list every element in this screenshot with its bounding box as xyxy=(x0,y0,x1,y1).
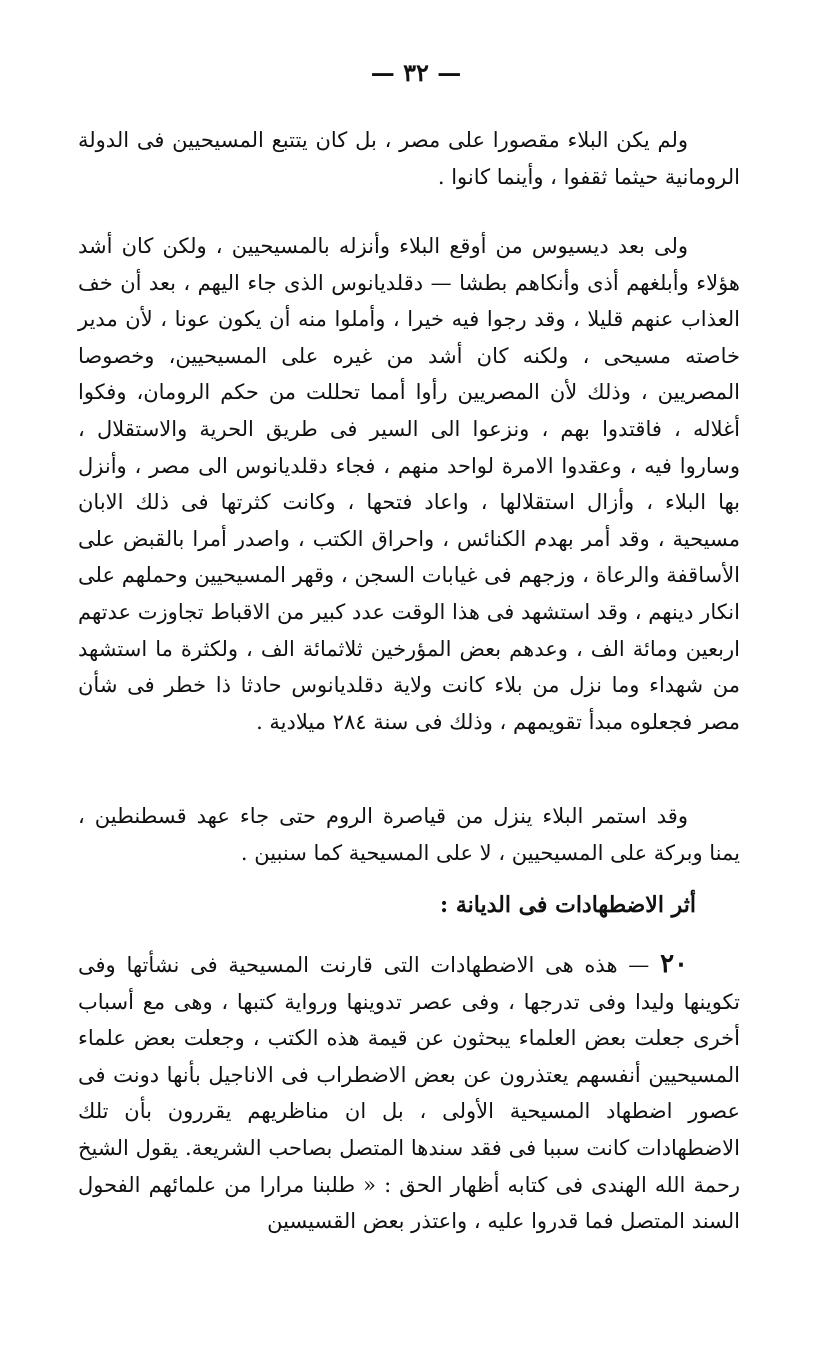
section-paragraph xyxy=(78,946,740,1240)
paragraph-number: ٢٠ xyxy=(660,949,688,979)
page-number: — ٣٢ — xyxy=(370,58,462,87)
section-paragraph-text: — هذه هى الاضطهادات التى قارنت المسيحية فى نشأتها وفى تكوينها وليدا وفى تدرجها ، وفى عصر تدوينها ورواية كتبها ، وهى مع أسباب أخرى جعلت بعض العلماء يبحثون عن قيمة هذه الكتب ، وجعلت بعض علماء المسيحيين أنفسهم يعتذرون عن بعض الاضطراب فى الاناجيل بأنها دونت فى عصور اضطهاد المسيحية الأولى ، بل ان مناظريهم يقررون بأن تلك الاضطهادات كانت سببا فى فقد سندها المتصل بصاحب الشريعة. يقول الشيخ رحمة الله الهندى فى كتابه أظهار الحق : « طلبنا مرارا من علمائهم الفحول السند المتصل فما قدروا عليه ، واعتذر بعض القسيسين xyxy=(78,953,740,1234)
section-heading: أثر الاضطهادات فى الديانة : xyxy=(440,892,696,918)
paragraph-diocletian: ولى بعد ديسيوس من أوقع البلاء وأنزله بالمسيحيين ، ولكن كان أشد هؤلاء وأبلغهم أذى وأنكاهم بطشا — دقلديانوس الذى جاء اليهم ، بعد أن خف العذاب عنهم قليلا ، وقد رجوا فيه خيرا ، وأملوا منه أن يكون عونا ، لأن مدير خاصته مسيحى ، ولكنه كان أشد من غيره على المسيحيين، وخصوصا المصريين ، وذلك لأن المصريين رأوا أمما تحللت من حكم الرومان، وفكوا أغلاله ، فاقتدوا بهم ، ونزعوا الى السير فى طريق الحرية والاستقلال ، وساروا فيه ، وعقدوا الامرة لواحد منهم ، فجاء دقلديانوس الى مصر ، وأنزل بها البلاء ، وأزال استقلالها ، واعاد فتحها ، وكانت كثرتها فى ذلك الابان مسيحية ، وقد أمر بهدم الكنائس ، واحراق الكتب ، واصدر أمرا بالقبض على الأساقفة والرعاة ، وزجهم فى غيابات السجن ، وقهر المسيحيين وحملهم على انكار دينهم ، وقد استشهد فى هذا الوقت عدد كبير من الاقباط تجاوزت عدتهم اربعين ومائة الف ، وعدهم بعض المؤرخين ثلاثمائة الف ، ولكثرة ما استشهد من شهداء وما نزل من بلاء كانت ولاية دقلديانوس حادثا ذا خطر فى شأن مصر فجعلوه مبدأ تقويمهم ، وذلك فى سنة ٢٨٤ ميلادية . xyxy=(78,234,740,734)
paragraph-persecution-empire: ولم يكن البلاء مقصورا على مصر ، بل كان يتتبع المسيحيين فى الدولة الرومانية حيثما ثقفوا ، وأينما كانوا . xyxy=(78,128,740,189)
paragraph-constantine: وقد استمر البلاء ينزل من قياصرة الروم حتى جاء عهد قسطنطين ، يمنا وبركة على المسيحيين ، لا على المسيحية كما سنبين . xyxy=(78,804,740,865)
